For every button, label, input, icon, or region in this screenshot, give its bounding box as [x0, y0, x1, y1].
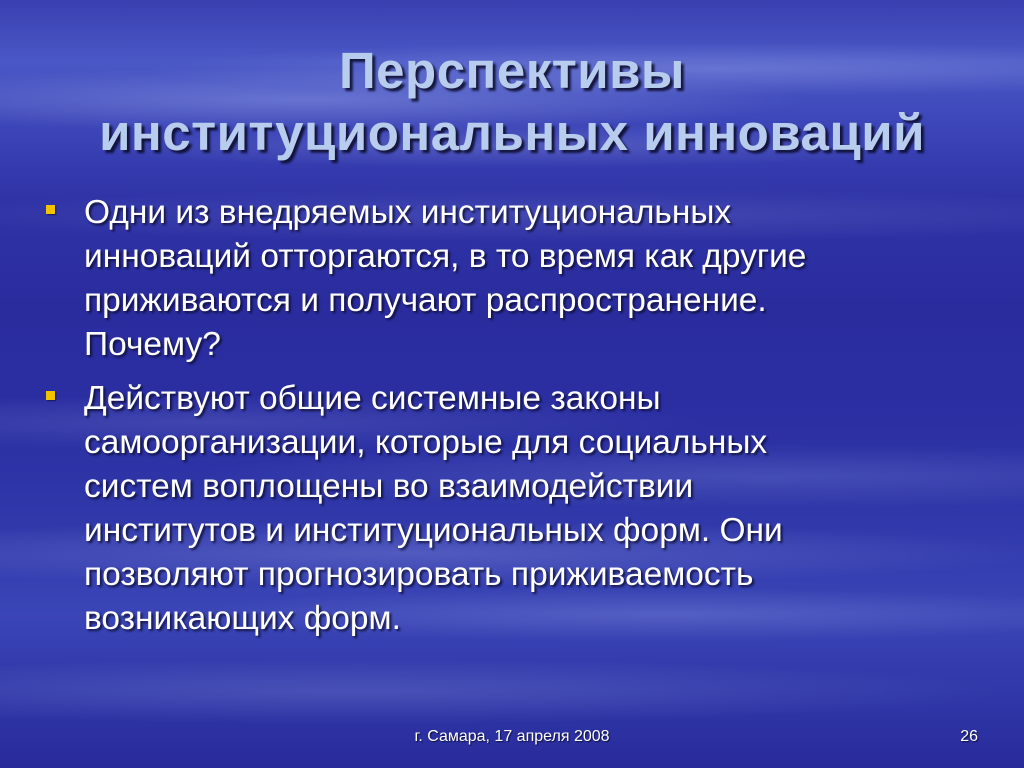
bullet-item — [46, 191, 946, 367]
page-number: 26 — [960, 728, 978, 745]
title-line-1: Перспективы — [339, 42, 685, 99]
bullet-line: систем воплощены во взаимодействии — [84, 468, 694, 505]
square-bullet-icon — [46, 391, 55, 400]
bullet-line: самоорганизации, которые для социальных — [84, 424, 768, 461]
bullet-line: институтов и институциональных форм. Они — [84, 512, 783, 549]
slide-title — [40, 40, 984, 164]
square-bullet-icon — [46, 205, 55, 214]
bullet-line: Одни из внедряемых институциональных — [84, 194, 732, 231]
bullet-item — [46, 377, 946, 641]
bullet-line: приживаются и получают распространение. — [84, 282, 767, 319]
bullet-line: Действуют общие системные законы — [84, 380, 661, 417]
title-line-2: институциональных инноваций — [99, 104, 925, 161]
bullet-line: Почему? — [84, 326, 221, 363]
bullet-line: инноваций отторгаются, в то время как другие — [84, 238, 807, 275]
slide-footer: г. Самара, 17 апреля 2008 — [414, 728, 610, 745]
bullet-line: позволяют прогнозировать приживаемость — [84, 556, 754, 593]
bullet-list — [46, 191, 946, 651]
bullet-line: возникающих форм. — [84, 600, 401, 637]
